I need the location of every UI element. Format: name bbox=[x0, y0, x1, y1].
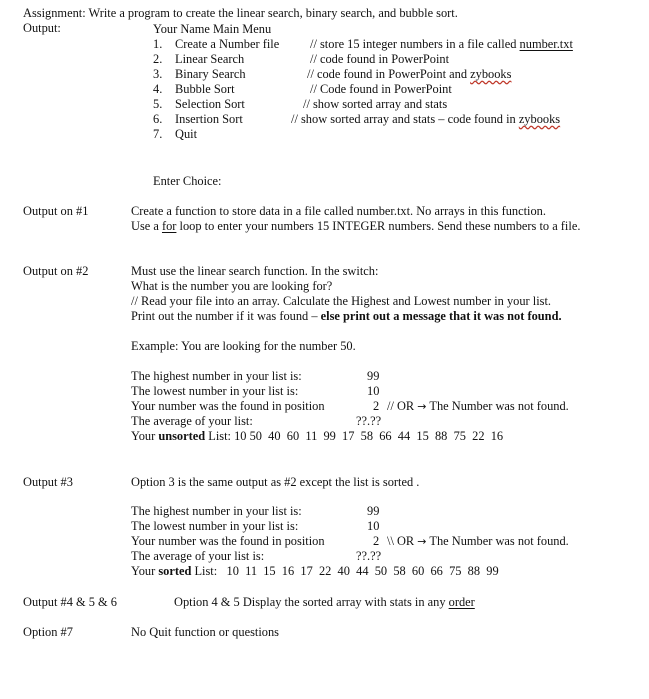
menu-number: 2. bbox=[153, 52, 163, 66]
menu-item-quit: Quit bbox=[175, 127, 198, 141]
enter-choice-prompt: Enter Choice: bbox=[153, 174, 222, 188]
output2-line2: What is the number you are looking for? bbox=[131, 279, 333, 293]
output3-highest-label: The highest number in your list is: bbox=[131, 504, 302, 518]
output2-unsorted-list: Your unsorted List: 10 50 40 60 11 99 17 58 66 44 15 88 75 22 16 bbox=[131, 429, 504, 443]
list-values: 10 50 40 60 11 99 17 58 66 44 15 88 75 22 16 bbox=[234, 429, 504, 443]
output2-line1: Must use the linear search function. In the switch: bbox=[131, 264, 379, 278]
menu-number: 7. bbox=[153, 127, 163, 141]
menu-comment: // code found in PowerPoint and zybooks bbox=[307, 67, 512, 81]
output456-label: Output #4 & 5 & 6 bbox=[23, 595, 117, 609]
output3-sorted-list: Your sorted List: 10 11 15 16 17 22 40 44 50 58 60 66 75 88 99 bbox=[131, 564, 499, 578]
menu-number: 5. bbox=[153, 97, 163, 111]
output2-example: Example: You are looking for the number 50. bbox=[131, 339, 356, 353]
output2-lowest-label: The lowest number in your list is: bbox=[131, 384, 299, 398]
menu-item-insertion-sort: Insertion Sort bbox=[175, 112, 243, 126]
menu-title: Your Name Main Menu bbox=[153, 22, 272, 36]
menu-number: 1. bbox=[153, 37, 163, 51]
menu-comment: // show sorted array and stats bbox=[303, 97, 448, 111]
output2-lowest-value: 10 bbox=[367, 384, 380, 398]
assignment-title: Assignment: Write a program to create the linear search, binary search, and bubble sort. bbox=[23, 6, 458, 20]
output2-highest-label: The highest number in your list is: bbox=[131, 369, 302, 383]
menu-comment: // Code found in PowerPoint bbox=[310, 82, 452, 96]
menu-comment: // code found in PowerPoint bbox=[310, 52, 450, 66]
menu-item-selection-sort: Selection Sort bbox=[175, 97, 245, 111]
output2-position-note: // OR → The Number was not found. bbox=[387, 399, 569, 413]
output2-average-label: The average of your list: bbox=[131, 414, 253, 428]
output3-line1: Option 3 is the same output as #2 except the list is sorted . bbox=[131, 475, 420, 489]
output3-label: Output #3 bbox=[23, 475, 73, 489]
output3-average-label: The average of your list is: bbox=[131, 549, 265, 563]
option7-label: Option #7 bbox=[23, 625, 73, 639]
output1-label: Output on #1 bbox=[23, 204, 89, 218]
output1-line2: Use a for loop to enter your numbers 15 INTEGER numbers. Send these numbers to a file. bbox=[131, 219, 581, 233]
menu-item-binary-search: Binary Search bbox=[175, 67, 246, 81]
output456-text: Option 4 & 5 Display the sorted array with stats in any order bbox=[174, 595, 475, 609]
output2-position-value: 2 bbox=[373, 399, 380, 413]
output3-position-label: Your number was the found in position bbox=[131, 534, 325, 548]
output2-position-label: Your number was the found in position bbox=[131, 399, 325, 413]
output2-average-value: ??.?? bbox=[356, 414, 382, 428]
output3-position-note: \\ OR → The Number was not found. bbox=[387, 534, 569, 548]
menu-number: 6. bbox=[153, 112, 163, 126]
menu-number: 3. bbox=[153, 67, 163, 81]
output3-position-value: 2 bbox=[373, 534, 380, 548]
output3-lowest-label: The lowest number in your list is: bbox=[131, 519, 299, 533]
menu-item-linear-search: Linear Search bbox=[175, 52, 245, 66]
output-label: Output: bbox=[23, 21, 61, 35]
output1-line1: Create a function to store data in a file called number.txt. No arrays in this function. bbox=[131, 204, 546, 218]
output3-highest-value: 99 bbox=[367, 504, 380, 518]
output2-line4: Print out the number if it was found – else print out a message that it was not found. bbox=[131, 309, 562, 323]
menu-item-create-file: Create a Number file bbox=[175, 37, 280, 51]
menu-item-bubble-sort: Bubble Sort bbox=[175, 82, 235, 96]
output3-average-value: ??.?? bbox=[356, 549, 382, 563]
option7-text: No Quit function or questions bbox=[131, 625, 279, 639]
menu-number: 4. bbox=[153, 82, 163, 96]
output2-label: Output on #2 bbox=[23, 264, 89, 278]
output2-line3: // Read your file into an array. Calculate the Highest and Lowest number in your list. bbox=[131, 294, 552, 308]
output3-lowest-value: 10 bbox=[367, 519, 380, 533]
list-values: 10 11 15 16 17 22 40 44 50 58 60 66 75 88 99 bbox=[226, 564, 499, 578]
arrow-right-icon: → bbox=[417, 535, 427, 548]
output2-highest-value: 99 bbox=[367, 369, 380, 383]
menu-comment: // store 15 integer numbers in a file called number.txt bbox=[310, 37, 573, 51]
menu-comment: // show sorted array and stats – code found in zybooks bbox=[291, 112, 561, 126]
arrow-right-icon: → bbox=[417, 400, 427, 413]
